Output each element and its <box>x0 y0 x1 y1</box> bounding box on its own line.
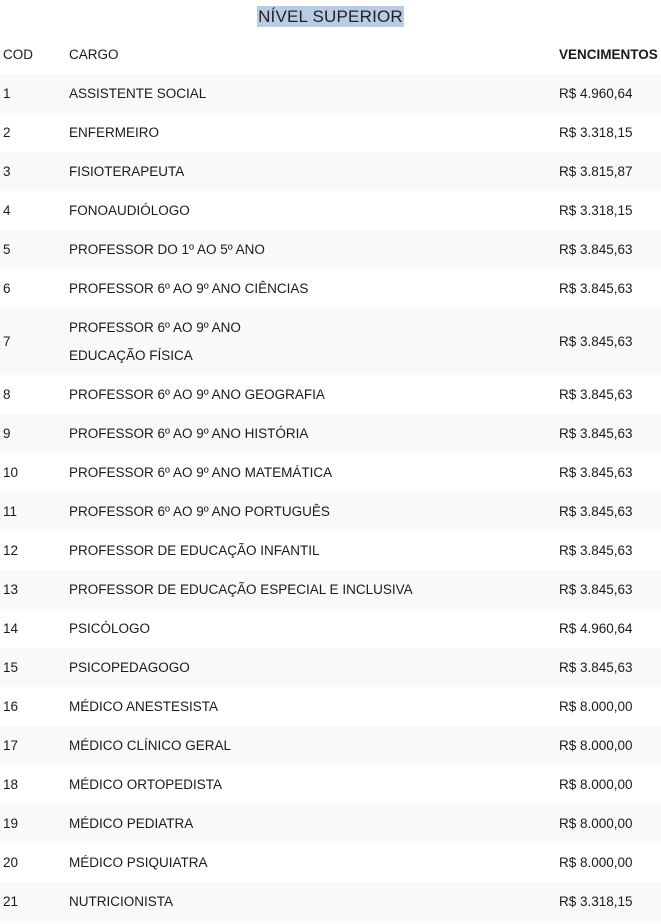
table-row <box>0 152 661 191</box>
cargo-line: MÉDICO ORTOPEDISTA <box>69 777 223 792</box>
cell-cargo <box>69 152 559 191</box>
cell-cargo <box>69 74 559 113</box>
cargo-line: NUTRICIONISTA <box>69 894 173 909</box>
cell-cargo <box>69 113 559 152</box>
table-row <box>0 492 661 531</box>
cargo-line: PSICOPEDAGOGO <box>69 660 190 675</box>
table-row <box>0 269 661 308</box>
page-title: NÍVEL SUPERIOR <box>258 7 403 26</box>
cargo-line: ENFERMEIRO <box>69 125 160 140</box>
header-cod: COD <box>3 47 33 62</box>
cell-cod: 6 <box>3 281 11 296</box>
cell-cod: 15 <box>0 648 69 687</box>
cargo-line: MÉDICO ANESTESISTA <box>69 699 219 714</box>
table-row <box>0 74 661 113</box>
cell-cod: 17 <box>0 726 69 765</box>
cell-vencimento: R$ 3.845,63 <box>559 281 633 296</box>
cargo-line: FONOAUDIÓLOGO <box>69 203 190 218</box>
cell-cod: 5 <box>0 230 69 269</box>
table-row <box>0 230 661 269</box>
cell-cargo <box>69 375 559 414</box>
table-row <box>0 375 661 414</box>
cell-cod: 3 <box>0 152 69 191</box>
table-row <box>0 570 661 609</box>
cell-cod: 20 <box>3 855 19 870</box>
cell-cod: 16 <box>3 699 19 714</box>
cargo-line: PSICÓLOGO <box>69 621 151 636</box>
cell-cod: 4 <box>3 203 11 218</box>
cell-cod: 12 <box>3 543 19 558</box>
cell-cargo <box>69 492 559 531</box>
cell-cargo <box>69 609 559 648</box>
cargo-line: PROFESSOR 6º AO 9º ANO HISTÓRIA <box>69 426 309 441</box>
table-row <box>0 804 661 843</box>
cell-cargo <box>69 804 559 843</box>
cell-vencimento: R$ 8.000,00 <box>559 855 633 870</box>
cell-cargo <box>69 843 559 882</box>
header-vencimentos: VENCIMENTOS <box>559 47 658 62</box>
cell-vencimento: R$ 3.845,63 <box>559 543 633 558</box>
table-row <box>0 191 661 230</box>
cargo-line: ASSISTENTE SOCIAL <box>69 86 207 101</box>
cell-vencimento: R$ 8.000,00 <box>559 777 633 792</box>
table-row <box>0 531 661 570</box>
cell-cod: 14 <box>3 621 19 636</box>
cargo-line: PROFESSOR 6º AO 9º ANO MATEMÁTICA <box>69 465 333 480</box>
cell-cargo <box>69 531 559 570</box>
table-row <box>0 113 661 152</box>
table-row <box>0 765 661 804</box>
cell-vencimento: R$ 8.000,00 <box>559 726 661 765</box>
cell-vencimento: R$ 3.845,63 <box>559 230 661 269</box>
cell-vencimento: R$ 3.845,63 <box>559 648 661 687</box>
cargo-line: PROFESSOR 6º AO 9º ANO <box>69 319 241 335</box>
cell-vencimento: R$ 3.845,63 <box>559 414 661 453</box>
table-row <box>0 882 661 921</box>
cell-vencimento: R$ 3.318,15 <box>559 882 661 921</box>
table-row <box>0 648 661 687</box>
title-container <box>0 0 661 35</box>
cargo-line: MÉDICO PEDIATRA <box>69 816 194 831</box>
cell-cod: 11 <box>0 492 69 531</box>
cargo-line: PROFESSOR DO 1º AO 5º ANO <box>69 242 265 257</box>
cargo-line: PROFESSOR 6º AO 9º ANO PORTUGUÊS <box>69 504 330 519</box>
table-header <box>0 35 661 74</box>
cargo-line: EDUCAÇÃO FÍSICA <box>69 347 193 363</box>
cargo-line: PROFESSOR 6º AO 9º ANO CIÊNCIAS <box>69 281 309 296</box>
cell-cargo <box>69 453 559 492</box>
header-cargo: CARGO <box>69 47 119 62</box>
cell-cargo <box>69 230 559 269</box>
cell-cargo <box>69 882 559 921</box>
cell-cod: 1 <box>0 74 69 113</box>
cell-vencimento: R$ 3.845,63 <box>559 308 661 375</box>
cell-cargo <box>69 648 559 687</box>
salary-table <box>0 35 661 921</box>
cell-vencimento: R$ 8.000,00 <box>559 804 661 843</box>
table-row <box>0 414 661 453</box>
table-row <box>0 843 661 882</box>
header-row <box>0 35 661 74</box>
table-row <box>0 308 661 375</box>
table-body <box>0 74 661 921</box>
cargo-line: FISIOTERAPEUTA <box>69 164 185 179</box>
cell-cod: 7 <box>0 308 69 375</box>
cell-cargo <box>69 414 559 453</box>
cell-cargo <box>69 269 559 308</box>
cell-cargo <box>69 191 559 230</box>
cell-cargo <box>69 687 559 726</box>
cell-vencimento: R$ 3.845,63 <box>559 492 661 531</box>
cell-vencimento: R$ 3.845,63 <box>559 387 633 402</box>
cell-vencimento: R$ 8.000,00 <box>559 699 633 714</box>
cell-vencimento: R$ 4.960,64 <box>559 621 633 636</box>
cell-vencimento: R$ 4.960,64 <box>559 74 661 113</box>
cell-vencimento: R$ 3.815,87 <box>559 152 661 191</box>
cell-vencimento: R$ 3.845,63 <box>559 570 661 609</box>
cell-cargo <box>69 726 559 765</box>
cell-vencimento: R$ 3.845,63 <box>559 465 633 480</box>
table-row <box>0 726 661 765</box>
cell-cod: 10 <box>3 465 19 480</box>
table-row <box>0 453 661 492</box>
cell-cargo <box>69 308 559 375</box>
cell-cod: 18 <box>3 777 19 792</box>
cell-cargo <box>69 765 559 804</box>
cell-cod: 2 <box>3 125 11 140</box>
cargo-line: PROFESSOR DE EDUCAÇÃO INFANTIL <box>69 543 320 558</box>
cargo-line: PROFESSOR DE EDUCAÇÃO ESPECIAL E INCLUSIVA <box>69 582 413 597</box>
cargo-line: MÉDICO CLÍNICO GERAL <box>69 738 232 753</box>
cell-cod: 13 <box>0 570 69 609</box>
cell-vencimento: R$ 3.318,15 <box>559 203 633 218</box>
cell-cod: 9 <box>0 414 69 453</box>
table-row <box>0 687 661 726</box>
cargo-line: MÉDICO PSIQUIATRA <box>69 855 208 870</box>
table-row <box>0 609 661 648</box>
cell-cod: 8 <box>3 387 11 402</box>
cargo-line: PROFESSOR 6º AO 9º ANO GEOGRAFIA <box>69 387 325 402</box>
cell-cargo <box>69 570 559 609</box>
cell-cod: 19 <box>0 804 69 843</box>
cell-cod: 21 <box>0 882 69 921</box>
cell-vencimento: R$ 3.318,15 <box>559 125 633 140</box>
